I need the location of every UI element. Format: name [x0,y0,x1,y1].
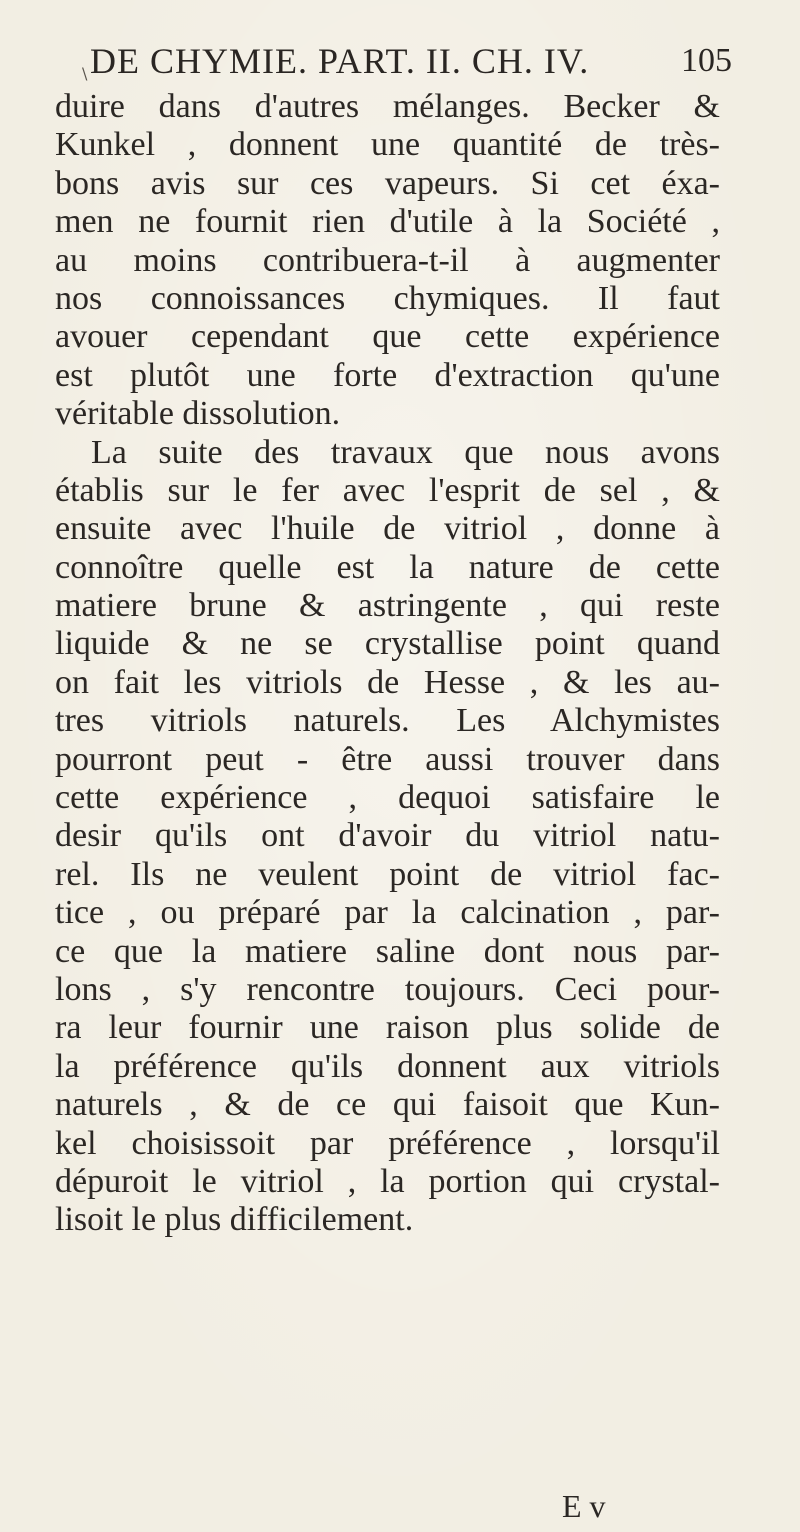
text-line: lisoit le plus difficilement. [55,1201,414,1239]
text-line: liquide & ne se crystallise point quand [55,625,720,663]
page-number: 105 [681,42,732,79]
text-line: naturels , & de ce qui faisoit que Kun- [55,1086,720,1124]
text-line: avouer cependant que cette expérience [55,318,720,356]
text-line: La suite des travaux que nous avons [91,433,720,471]
text-line: bons avis sur ces vapeurs. Si cet éxa- [55,164,720,202]
text-line: ce que la matiere saline dont nous par- [55,932,720,970]
text-line: véritable dissolution. [55,395,341,433]
text-line: tres vitriols naturels. Les Alchymistes [55,702,720,740]
signature-mark: E v [562,1488,606,1524]
text-line: est plutôt une forte d'extraction qu'une [55,356,720,394]
text-line: kel choisissoit par préférence , lorsqu'il [55,1124,720,1162]
running-head: DE CHYMIE. PART. II. CH. IV. [90,41,590,81]
text-line: tice , ou préparé par la calcination , par- [55,894,720,932]
body-text [55,88,720,1240]
text-line: dépuroit le vitriol , la portion qui crystal- [55,1162,720,1200]
text-line: Kunkel , donnent une quantité de très- [55,126,720,164]
text-line: desir qu'ils ont d'avoir du vitriol natu- [55,817,720,855]
text-line: connoître quelle est la nature de cette [55,548,720,586]
text-line: pourront peut - être aussi trouver dans [55,740,720,778]
text-line: nos connoissances chymiques. Il faut [55,279,720,317]
text-line: matiere brune & astringente , qui reste [55,587,720,625]
page-header [82,40,732,90]
text-line: établis sur le fer avec l'esprit de sel , & [55,471,720,509]
text-line: lons , s'y rencontre toujours. Ceci pour- [55,970,720,1008]
text-line: au moins contribuera-t-il à augmenter [55,241,720,279]
text-line: la préférence qu'ils donnent aux vitriols [55,1047,720,1085]
text-line: ensuite avec l'huile de vitriol , donne à [55,510,720,548]
corner-mark: \ [82,64,88,83]
text-line: cette expérience , dequoi satisfaire le [55,779,720,817]
text-line: rel. Ils ne veulent point de vitriol fac- [55,855,720,893]
text-line: ra leur fournir une raison plus solide de [55,1009,720,1047]
text-line: on fait les vitriols de Hesse , & les au- [55,663,720,701]
text-line: duire dans d'autres mélanges. Becker & [55,88,720,125]
text-line: men ne fournit rien d'utile à la Société , [55,203,720,241]
